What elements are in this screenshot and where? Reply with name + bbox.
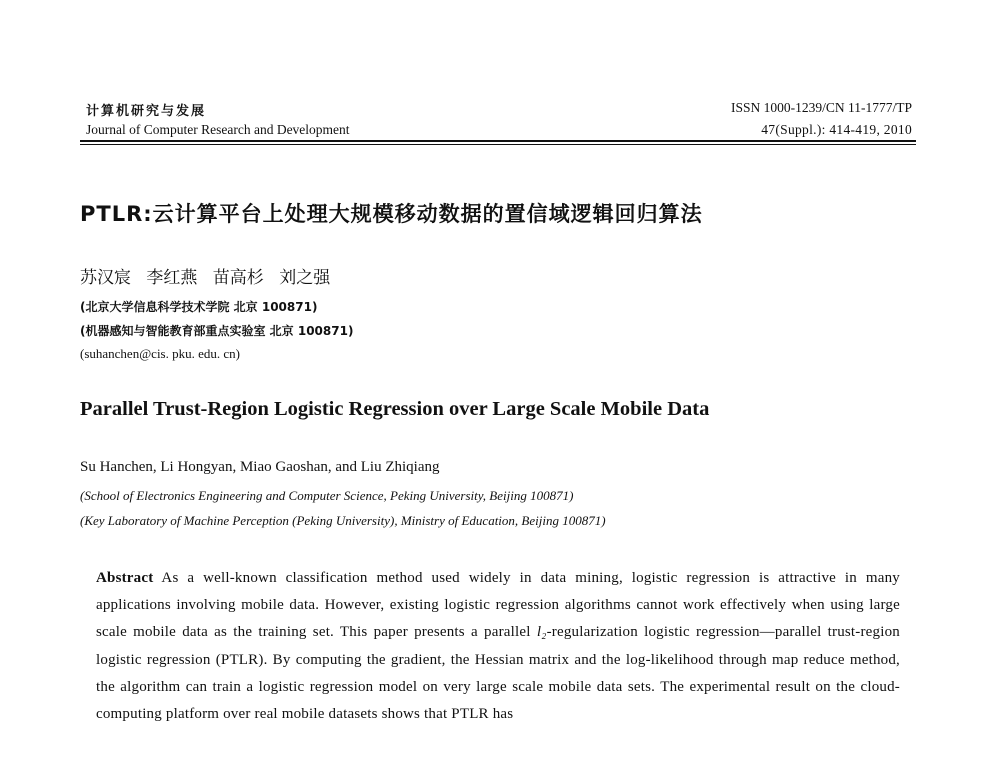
abstract-text-part2: -regularization logistic regression—parallel trust-region logistic regression (PTLR). By computing the gradient, the Hessian matrix and the log-likelihood through map reduce method, the algorithm can train a logistic regression model on very large scale mobile data sets. The experimental result on the cloud-computing platform over real mobile datasets shows that PTLR has <box>96 624 901 723</box>
abstract-math-l2: l₂ <box>536 624 547 641</box>
volume-pages: 47(Suppl.): 414-419, 2010 <box>761 122 912 137</box>
authors-chinese: 苏汉宸 李红燕 苗高杉 刘之强 <box>80 268 331 288</box>
header-rule-thick <box>80 140 916 142</box>
header-rule-thin <box>80 144 916 145</box>
author-email: (suhanchen@cis. pku. edu. cn) <box>80 346 240 361</box>
paper-title-english: Parallel Trust-Region Logistic Regression over Large Scale Mobile Data <box>80 398 710 420</box>
affiliation-chinese-1: (北京大学信息科学技术学院 北京 100871) <box>80 300 318 314</box>
affiliation-english-1: (School of Electronics Engineering and Computer Science, Peking University, Beijing 100871) <box>80 488 574 503</box>
abstract <box>96 565 900 728</box>
authors-english: Su Hanchen, Li Hongyan, Miao Gaoshan, and Liu Zhiqiang <box>80 459 440 475</box>
abstract-label: Abstract <box>96 570 154 586</box>
affiliation-english-2: (Key Laboratory of Machine Perception (Peking University), Ministry of Education, Beijing 100871) <box>80 513 606 528</box>
abstract-text-part1: As a well-known classification method used widely in data mining, logistic regression is attractive in many applications involving mobile data. However, existing logistic regression algorithms cannot work effectively when using large scale mobile data as the training set. This paper presents a parallel <box>96 570 900 641</box>
journal-name-english: Journal of Computer Research and Development <box>86 122 350 137</box>
journal-name-chinese: 计算机研究与发展 <box>86 104 207 119</box>
affiliation-chinese-2: (机器感知与智能教育部重点实验室 北京 100871) <box>80 324 354 338</box>
paper-title-chinese: PTLR:云计算平台上处理大规模移动数据的置信域逻辑回归算法 <box>80 202 703 226</box>
issn: ISSN 1000-1239/CN 11-1777/TP <box>730 100 912 115</box>
